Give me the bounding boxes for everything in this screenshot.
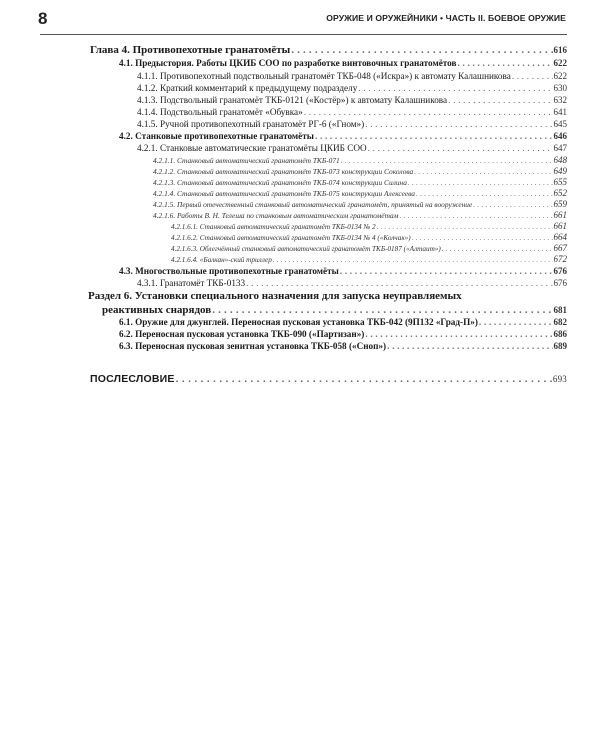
toc-entry-title: 4.1.1. Противопехотный подствольный гранатомёт ТКБ-048 («Искра») к автомату Калашникова [137, 71, 511, 81]
header-rule [40, 34, 567, 35]
dot-leader [442, 245, 553, 253]
toc-entry-page: 616 [553, 45, 567, 55]
toc-entry-page: 647 [553, 143, 567, 153]
dot-leader [304, 107, 553, 117]
toc-entry-page: 667 [553, 243, 567, 253]
toc-entry-4-1-3[interactable] [137, 95, 567, 105]
toc-entry-title: 4.2.1.6.1. Станковый автоматический гранатомёт ТКБ-0134 № 2 [171, 223, 376, 231]
dot-leader [315, 131, 553, 141]
toc-entry-4-2-1[interactable] [137, 143, 567, 153]
toc-entry-4-2-1-6-2[interactable] [171, 232, 567, 242]
toc-entry-title: Глава 4. Противопехотные гранатомёты [90, 44, 291, 56]
dot-leader [365, 329, 552, 339]
toc-entry-page: 652 [553, 188, 567, 198]
toc-entry-page: 672 [553, 254, 567, 264]
toc-entry-title: 4.1.4. Подствольный гранатомёт «Обувка» [137, 107, 303, 117]
toc-entry-title: 4.2. Станковые противопехотные гранатомёты [119, 131, 314, 141]
dot-leader [458, 58, 553, 68]
toc-entry-title: 4.3. Многоствольные противопехотные гранатомёты [119, 266, 339, 276]
toc-entry-4-2-1-6[interactable] [153, 210, 567, 220]
toc-entry-4-2-1-6-3[interactable] [171, 243, 567, 253]
toc-entry-page: 689 [553, 341, 567, 351]
toc-entry-4-2-1-3[interactable] [153, 177, 567, 187]
toc-entry-page: 686 [553, 329, 567, 339]
toc-entry-6-3[interactable] [119, 341, 567, 351]
toc-entry-title: реактивных снарядов [102, 304, 212, 316]
toc-entry-page: 693 [552, 374, 567, 384]
toc-entry-afterword[interactable] [90, 373, 567, 385]
page-number: 8 [38, 9, 48, 28]
toc-entry-4-2-1-6-4[interactable] [171, 254, 567, 264]
toc-entry-title: 4.2.1.1. Станковый автоматический гранатомёт ТКБ-071 [153, 156, 340, 165]
toc-entry-page: 659 [553, 199, 567, 209]
dot-leader [368, 143, 553, 153]
toc-entry-page: 661 [553, 221, 567, 231]
toc-entry-4-1-1[interactable] [137, 71, 567, 81]
toc-entry-part-6-cont[interactable] [102, 304, 567, 316]
dot-leader [340, 266, 553, 276]
toc-entry-page: 676 [553, 278, 567, 288]
dot-leader [377, 223, 553, 231]
toc-entry-page: 664 [553, 232, 567, 242]
toc-entry-page: 681 [553, 305, 567, 315]
toc-entry-title: 4.2.1.2. Станковый автоматический гранатомёт ТКБ-073 конструкции Соколова [153, 167, 414, 176]
toc-entry-title: 4.1.5. Ручной противопехотный гранатомёт РГ-6 («Гном») [137, 119, 365, 129]
toc-entry-page: 676 [553, 266, 567, 276]
dot-leader [365, 119, 552, 129]
toc-entry-title: 4.1. Предыстория. Работы ЦКИБ СОО по разработке винтовочных гранатомётов [119, 58, 457, 68]
toc-entry-4-1-4[interactable] [137, 107, 567, 117]
toc-entry-4-1[interactable] [119, 58, 567, 68]
toc-entry-6-1[interactable] [119, 317, 567, 327]
dot-leader [399, 211, 552, 220]
toc-entry-4-1-5[interactable] [137, 119, 567, 129]
toc-entry-page: 661 [553, 210, 567, 220]
dot-leader [387, 341, 552, 351]
toc-entry-page: 649 [553, 166, 567, 176]
toc-entry-title: 4.2.1.5. Первый отечественный станковый автоматический гранатомёт, принятый на вооружение [153, 200, 473, 209]
toc-entry-title: ПОСЛЕСЛОВИЕ [90, 373, 175, 385]
toc-entry-title: 4.1.2. Краткий комментарий к предыдущему подразделу [137, 83, 358, 93]
toc-entry-title: 4.2.1.3. Станковый автоматический гранатомёт ТКБ-074 конструкции Силина [153, 178, 407, 187]
toc-entry-title: 6.1. Оружие для джунглей. Переносная пусковая установка ТКБ-042 (9П132 «Град-П») [119, 317, 478, 327]
dot-leader [479, 317, 553, 327]
toc-entry-page: 622 [553, 58, 567, 68]
dot-leader [416, 189, 553, 198]
toc-entry-page: 632 [553, 95, 567, 105]
dot-leader [273, 256, 553, 264]
dot-leader [512, 71, 553, 81]
toc-entry-title: 4.2.1.6.4. «Балкан»-ский триллер [171, 256, 272, 264]
toc-entry-4-3-1[interactable] [137, 278, 567, 288]
dot-leader [341, 156, 553, 165]
toc-entry-chapter-4[interactable] [90, 44, 567, 56]
toc-entry-page: 630 [553, 83, 567, 93]
toc-entry-4-2-1-2[interactable] [153, 166, 567, 176]
toc-entry-title: 4.2.1. Станковые автоматические гранатомёты ЦКИБ СОО [137, 143, 367, 153]
toc-entry-page: 645 [553, 119, 567, 129]
toc-entry-title: 4.2.1.4. Станковый автоматический гранатомёт ТКБ-075 конструкции Алексеева [153, 189, 415, 198]
toc-entry-part-6[interactable] [88, 290, 462, 302]
dot-leader [414, 167, 552, 176]
toc-entry-page: 622 [553, 71, 567, 81]
toc-entry-title: 4.2.1.6. Работы В. Н. Телеша по станковым автоматическим гранатомётам [153, 211, 399, 220]
toc-entry-title: 6.3. Переносная пусковая зенитная установка ТКБ-058 («Сноп») [119, 341, 387, 351]
toc-entry-title: 4.1.3. Подствольный гранатомёт ТКБ-0121 («Костёр») к автомату Калашникова [137, 95, 448, 105]
toc-entry-page: 655 [553, 177, 567, 187]
toc-entry-title: 4.2.1.6.3. Облегчённый станковый автоматический гранатомёт ТКБ-0187 («Алтаит») [171, 245, 441, 253]
toc-entry-4-2-1-1[interactable] [153, 155, 567, 165]
toc-entry-4-2[interactable] [119, 131, 567, 141]
toc-entry-page: 641 [553, 107, 567, 117]
toc-entry-4-1-2[interactable] [137, 83, 567, 93]
toc-entry-title: 4.3.1. Гранатомёт ТКБ-0133 [137, 278, 246, 288]
toc-entry-4-2-1-6-1[interactable] [171, 221, 567, 231]
toc-entry-page: 648 [553, 155, 567, 165]
toc-entry-4-3[interactable] [119, 266, 567, 276]
dot-leader [212, 304, 552, 316]
dot-leader [291, 44, 552, 56]
dot-leader [246, 278, 552, 288]
toc-entry-6-2[interactable] [119, 329, 567, 339]
toc-entry-page: 682 [553, 317, 567, 327]
dot-leader [448, 95, 552, 105]
running-title: ОРУЖИЕ И ОРУЖЕЙНИКИ • ЧАСТЬ II. БОЕВОЕ ОРУЖИЕ [326, 13, 566, 23]
toc-entry-page: 646 [553, 131, 567, 141]
dot-leader [473, 200, 552, 209]
toc-entry-4-2-1-5[interactable] [153, 199, 567, 209]
dot-leader [176, 373, 552, 385]
toc-entry-4-2-1-4[interactable] [153, 188, 567, 198]
toc-entry-title: 6.2. Переносная пусковая установка ТКБ-090 («Партизан») [119, 329, 365, 339]
dot-leader [412, 234, 553, 242]
toc-entry-title: Раздел 6. Установки специального назначения для запуска неуправляемых [88, 290, 462, 302]
dot-leader [408, 178, 553, 187]
dot-leader [358, 83, 552, 93]
toc-entry-title: 4.2.1.6.2. Станковый автоматический гранатомёт ТКБ-0134 № 4 («Колчак») [171, 234, 411, 242]
